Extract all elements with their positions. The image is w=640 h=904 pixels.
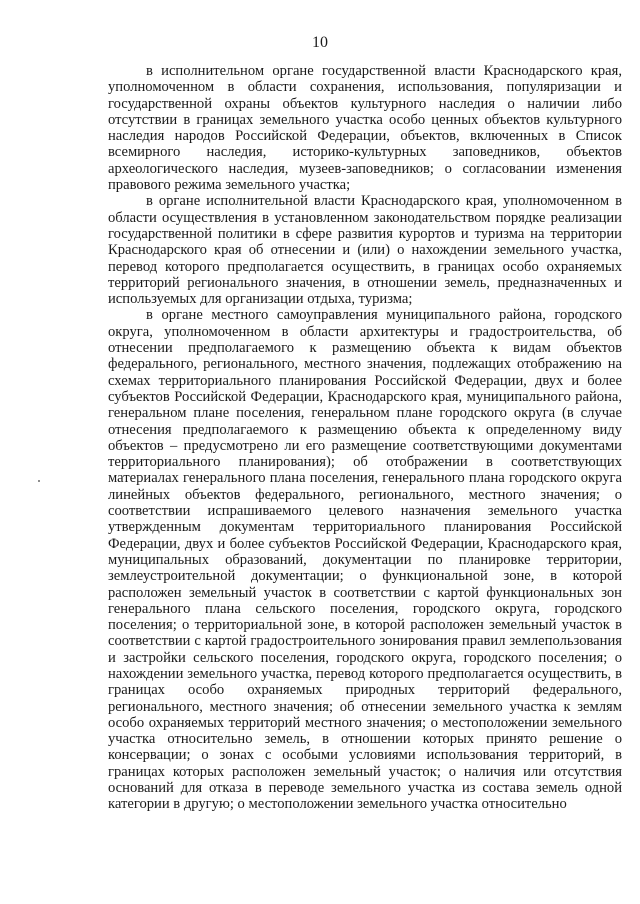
document-body: [108, 63, 622, 813]
paragraph-local-self-government: в органе местного самоуправления муниципального района, городского округа, уполномоченном в области архитектуры и градостроительства, об отнесении предполагаемого к размещению объекта к видам объектов федерального, регионального, местного значения, подлежащих отображению на схемах территориального планирования Российской Федерации, двух и более субъектов Российской Федерации, Краснодарского края, муниципального района, генеральном плане поселения, генеральном плане городского округа (в случае отнесения предполагаемого к размещению объекта к определенному виду объектов – предусмотрено ли его размещение соответствующими документами территориального планирования); об отображении в соответствующих материалах генерального плана поселения, генерального плана городского округа линейных объектов федерального, регионального, местного значения; о соответствии испрашиваемого целевого назначения земельного участка утвержденным документам территориального планирования Российской Федерации, двух и более субъектов Российской Федерации, Краснодарского края, муниципальных образований, документации по планировке территории, землеустроительной документации; о функциональной зоне, в которой расположен земельный участок в соответствии с картой функциональных зон генерального плана сельского поселения, городского округа, городского поселения; о территориальной зоне, в которой расположен земельный участок в соответствии с картой градостроительного зонирования правил землепользования и застройки сельского поселения, городского округа, городского поселения; о нахождении земельного участка, перевод которого предполагается осуществить, в границах особо охраняемых природных территорий федерального, регионального, местного значения; об отнесении земельного участка к землям особо охраняемых территорий местного значения; о местоположении земельного участка относительно земель, в отношении которых принято решение о консервации; о зонах с особыми условиями использования территорий, в границах которых расположен земельный участок; о наличия или отсутствия оснований для отказа в переводе земельного участка из состава земель одной категории в другую; о местоположении земельного участка относительно: [108, 307, 622, 813]
paragraph-cultural-heritage: в исполнительном органе государственной власти Краснодарского края, уполномоченном в области сохранения, использования, популяризации и государственной охраны объектов культурного наследия о наличии либо отсутствии в границах земельного участка особо ценных объектов культурного наследия народов Российской Федерации, объектов, включенных в Список всемирного наследия, историко-культурных заповедников, объектов археологического наследия, музеев-заповедников; о согласовании изменения правового режима земельного участка;: [108, 63, 622, 194]
page-number: 10: [312, 34, 328, 51]
scan-speck: [38, 480, 40, 482]
paragraph-resorts-tourism: в органе исполнительной власти Краснодарского края, уполномоченном в области осуществления в установленном законодательством порядке реализации государственной политики в сфере развития курортов и туризма на территории Краснодарского края об отнесении и (или) о нахождении земельного участка, перевод которого предполагается осуществить, в границах особо охраняемых территорий регионального значения, в отношении земель, предназначенных и используемых для организации отдыха, туризма;: [108, 193, 622, 308]
